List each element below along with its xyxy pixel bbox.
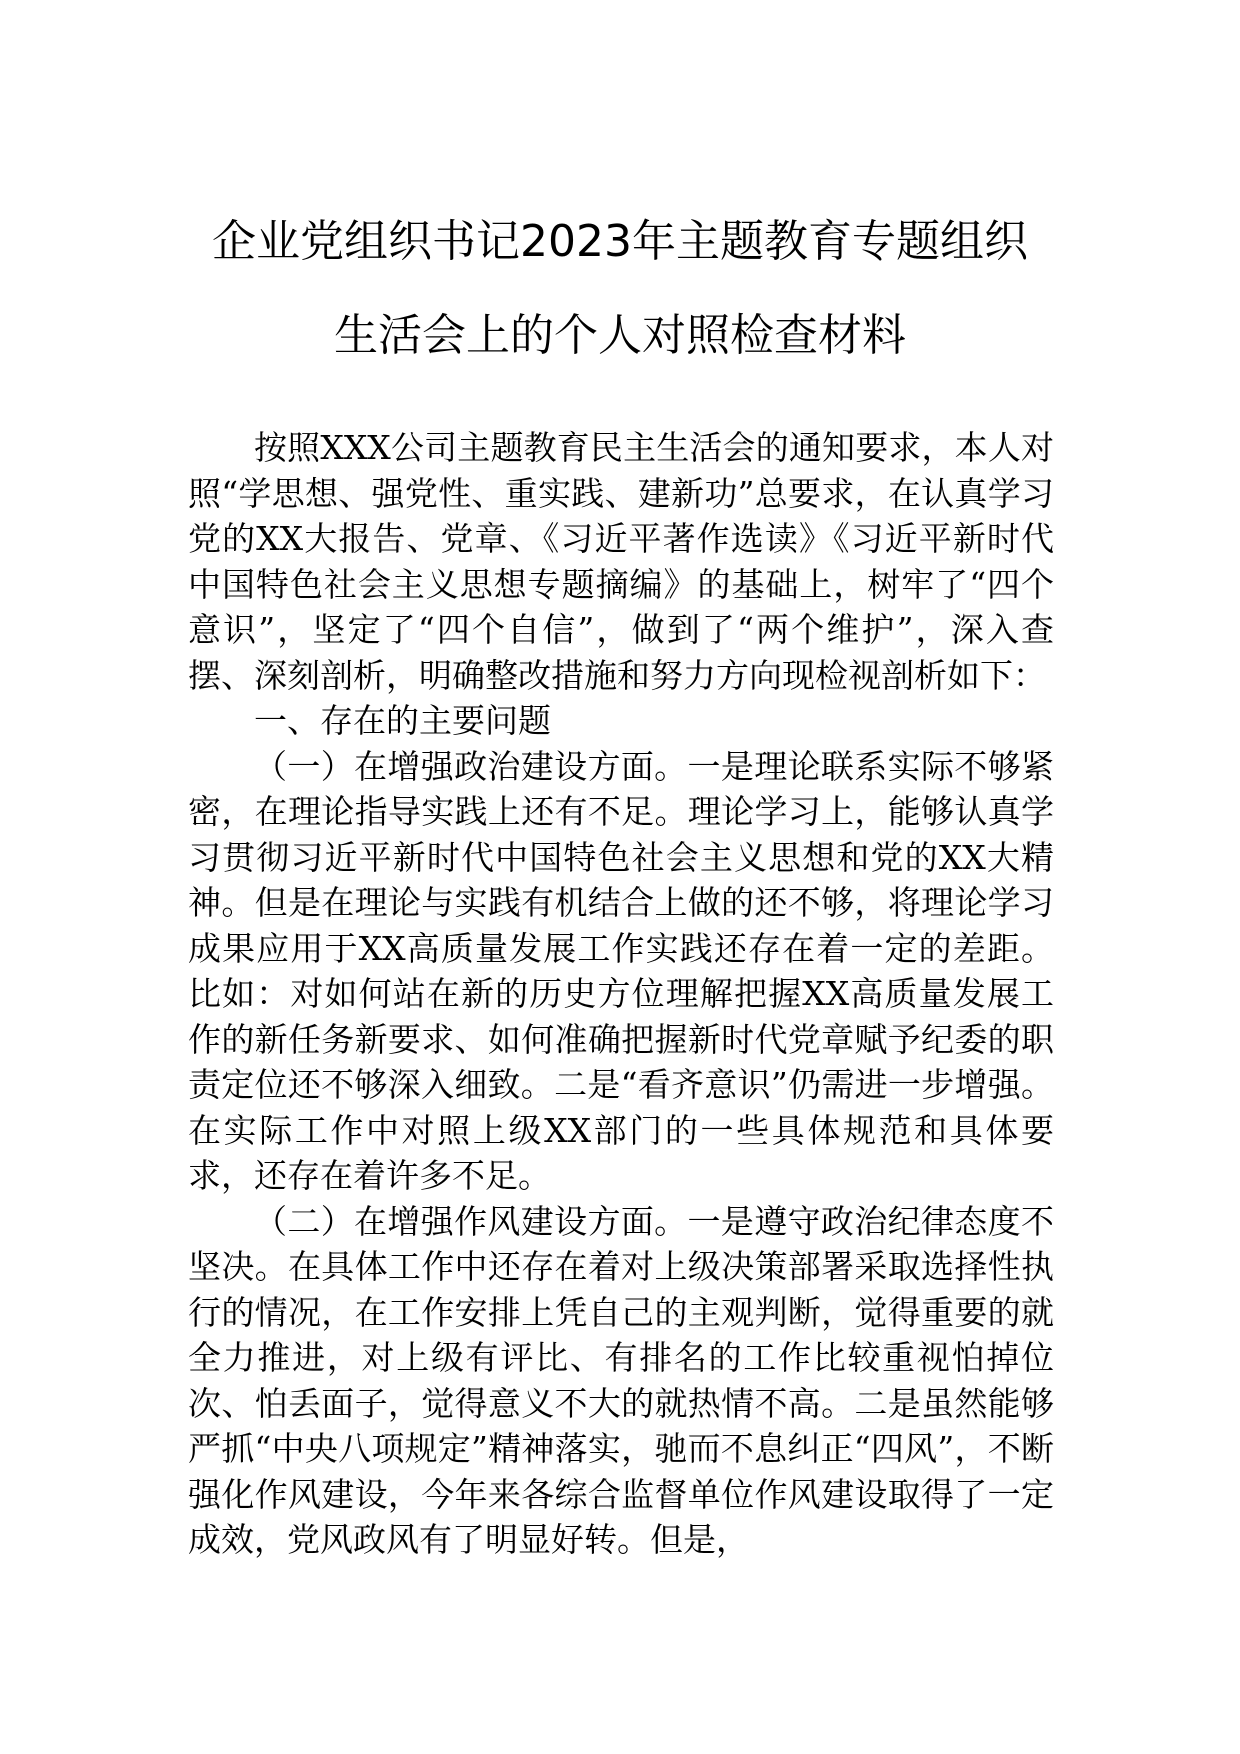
intro-paragraph: 按照XXX公司主题教育民主生活会的通知要求，本人对照“学思想、强党性、重实践、建新功”总要求，在认真学习党的XX大报告、党章、《习近平著作选读》《习近平新时代中国特色社会主义思想专题摘编》的基础上，树牢了“四个意识”，坚定了“四个自信”，做到了“两个维护”，深入查摆、深刻剖析，明确整改措施和努力方向现检视剖析如下： <box>188 428 1054 695</box>
paragraph-style-construction: （二）在增强作风建设方面。一是遵守政治纪律态度不坚决。在具体工作中还存在着对上级决策部署采取选择性执行的情况，在工作安排上凭自己的主观判断，觉得重要的就全力推进，对上级有评比、有排名的工作比较重视怕掉位次、怕丢面子，觉得意义不大的就热情不高。二是虽然能够严抓“中央八项规定”精神落实，驰而不息纠正“四风”，不断强化作风建设，今年来各综合监督单位作风建设取得了一定成效，党风政风有了明显好转。但是， <box>188 1201 1054 1559</box>
document-title-line-1: 企业党组织书记2023年主题教育专题组织 <box>212 216 1028 267</box>
document-title-line-2: 生活会上的个人对照检查材料 <box>334 310 906 361</box>
paragraph-political-construction: （一）在增强政治建设方面。一是理论联系实际不够紧密，在理论指导实践上还有不足。理论学习上，能够认真学习贯彻习近平新时代中国特色社会主义思想和党的XX大精神。但是在理论与实践有机结合上做的还不够，将理论学习成果应用于XX高质量发展工作实践还存在着一定的差距。比如：对如何站在新的历史方位理解把握XX高质量发展工作的新任务新要求、如何准确把握新时代党章赋予纪委的职责定位还不够深入细致。二是“看齐意识”仍需进一步增强。在实际工作中对照上级XX部门的一些具体规范和具体要求，还存在着许多不足。 <box>188 746 1054 1195</box>
document-body <box>188 425 1054 1563</box>
section-heading-main-problems: 一、存在的主要问题 <box>254 701 551 740</box>
